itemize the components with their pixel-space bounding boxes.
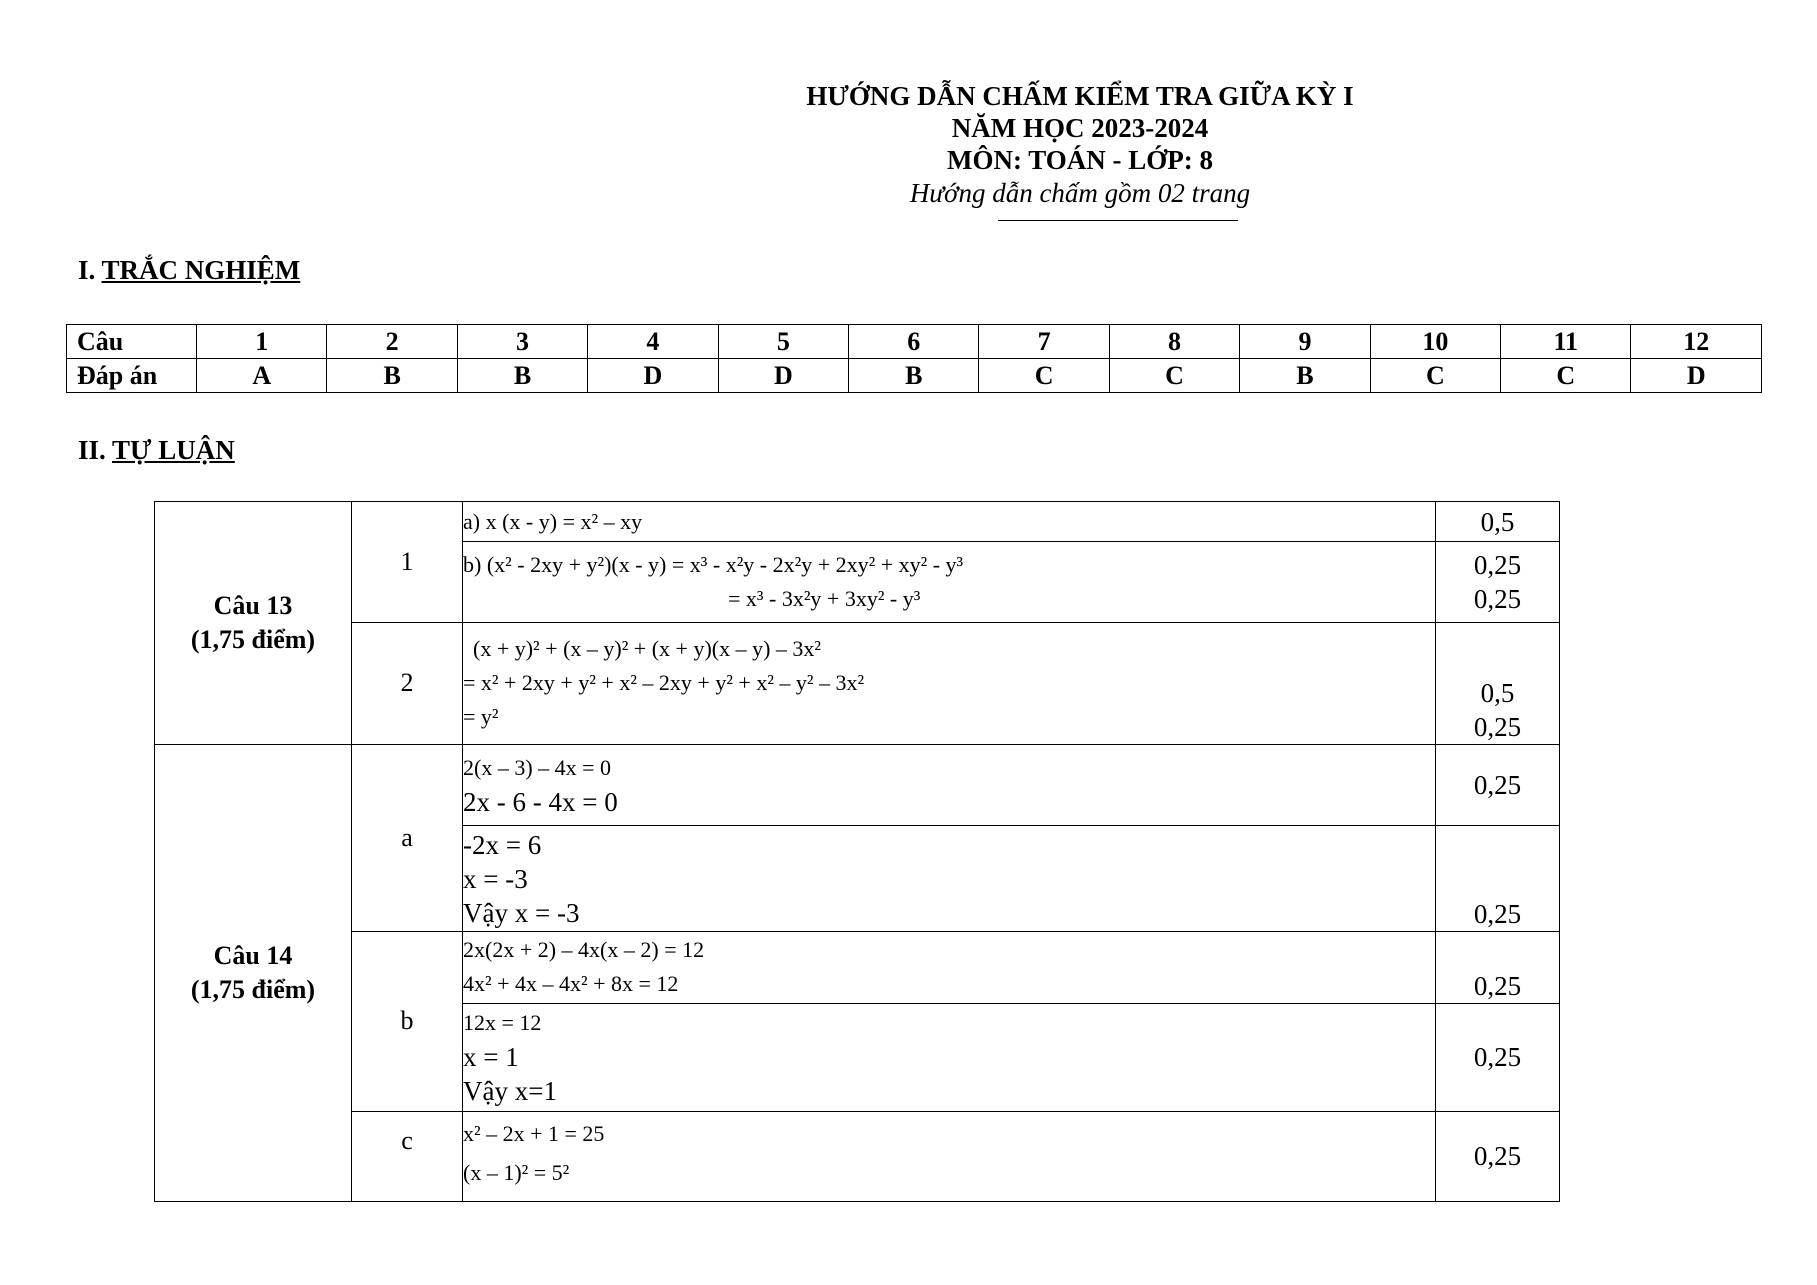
- header-subject: MÔN: TOÁN - LỚP: 8: [947, 145, 1213, 175]
- question-number: 4: [588, 325, 718, 359]
- score-value: 0,25: [1473, 1042, 1522, 1073]
- solution-cell: [463, 745, 1436, 826]
- solution-line: = x³ - 3x²y + 3xy² - y³: [728, 585, 921, 611]
- part-a-label: a: [352, 745, 463, 932]
- question-number: 9: [1240, 325, 1370, 359]
- solution-cell: [463, 826, 1436, 931]
- score-value: 0,25: [1473, 971, 1522, 1002]
- score-cell: [1436, 745, 1560, 826]
- solution-line: = y²: [463, 704, 499, 730]
- solution-line: b) (x² - 2xy + y²)(x - y) = x³ - x²y - 2x²y + 2xy² + xy² - y³: [463, 551, 964, 577]
- answer-key: C: [1109, 359, 1239, 393]
- question-14-points: (1,75 điểm): [190, 975, 316, 1005]
- question-number: 12: [1631, 325, 1762, 359]
- question-number: 7: [979, 325, 1109, 359]
- question-number: 8: [1109, 325, 1239, 359]
- answer-key: C: [1501, 359, 1631, 393]
- part-b-label: b: [352, 931, 463, 1111]
- table-row: [155, 931, 1560, 1003]
- table-row: [155, 745, 1560, 826]
- question-number: 3: [457, 325, 587, 359]
- table-row: [155, 622, 1560, 745]
- score-value: 0,25: [1473, 549, 1522, 580]
- answer-key: B: [457, 359, 587, 393]
- solution-line: a) x (x - y) = x² – xy: [463, 508, 643, 534]
- solution-line: 12x = 12: [463, 1010, 542, 1036]
- score-value: 0,25: [1473, 712, 1522, 743]
- score-value: 0,25: [1473, 770, 1522, 801]
- solution-line: (x – 1)² = 5²: [463, 1160, 570, 1186]
- solution-line: 2(x – 3) – 4x = 0: [463, 755, 612, 781]
- part-c-label: c: [352, 1111, 463, 1201]
- question-number-row: [67, 325, 1762, 359]
- question-13-cell: [155, 502, 352, 745]
- header-underline: [998, 220, 1238, 221]
- score-value: 0,5: [1480, 506, 1515, 537]
- score-cell: [1436, 931, 1560, 1003]
- answer-key: B: [1240, 359, 1370, 393]
- header-title: HƯỚNG DẪN CHẤM KIỂM TRA GIỮA KỲ I: [806, 81, 1354, 111]
- solution-line: x = 1: [463, 1042, 519, 1073]
- question-14-cell: [155, 745, 352, 1202]
- section-essay-title: [78, 435, 235, 466]
- score-cell: [1436, 826, 1560, 931]
- score-cell: [1436, 502, 1560, 542]
- part-1-label: 1: [352, 502, 463, 623]
- row-label-question: Câu: [67, 325, 197, 359]
- question-14-title: Câu 14: [213, 941, 293, 971]
- question-number: 2: [327, 325, 457, 359]
- solution-cell: [463, 931, 1436, 1003]
- solution-cell: [463, 622, 1436, 745]
- section-multiple-choice-title: [78, 255, 300, 286]
- solution-cell: [463, 502, 1436, 542]
- question-number: 11: [1501, 325, 1631, 359]
- solution-line: x² – 2x + 1 = 25: [463, 1121, 605, 1147]
- solution-line: 2x(2x + 2) – 4x(x – 2) = 12: [463, 937, 705, 963]
- multiple-choice-answer-table: [66, 324, 1762, 393]
- question-number: 10: [1370, 325, 1500, 359]
- header-school-year: NĂM HỌC 2023-2024: [951, 113, 1209, 143]
- solution-line: -2x = 6: [463, 829, 542, 860]
- solution-line: (x + y)² + (x – y)² + (x + y)(x – y) – 3x²: [473, 636, 822, 662]
- header-page-note: Hướng dẫn chấm gồm 02 trang: [909, 178, 1251, 208]
- solution-cell: [463, 1111, 1436, 1201]
- answer-row: [67, 359, 1762, 393]
- table-row: [155, 1111, 1560, 1201]
- question-13-points: (1,75 điểm): [190, 625, 316, 655]
- solution-line: x = -3: [463, 863, 528, 894]
- score-value: 0,5: [1480, 678, 1515, 709]
- answer-key: A: [197, 359, 327, 393]
- answer-key: D: [1631, 359, 1762, 393]
- score-cell: [1436, 622, 1560, 745]
- question-number: 1: [197, 325, 327, 359]
- section-number: I.: [78, 255, 96, 285]
- answer-key: B: [327, 359, 457, 393]
- solution-cell: [463, 1004, 1436, 1111]
- answer-key: D: [718, 359, 848, 393]
- question-number: 6: [849, 325, 979, 359]
- section-number: II.: [78, 435, 106, 465]
- solution-line: 4x² + 4x – 4x² + 8x = 12: [463, 971, 679, 997]
- solution-line: = x² + 2xy + y² + x² – 2xy + y² + x² – y² – 3x²: [463, 670, 865, 696]
- answer-key: D: [588, 359, 718, 393]
- score-cell: [1436, 1004, 1560, 1111]
- score-cell: [1436, 542, 1560, 622]
- answer-key: C: [1370, 359, 1500, 393]
- question-number: 5: [718, 325, 848, 359]
- document-header: [780, 80, 1380, 210]
- section-name: TRẮC NGHIỆM: [101, 255, 301, 285]
- part-2-label: 2: [352, 622, 463, 745]
- solution-line: 2x - 6 - 4x = 0: [463, 787, 618, 818]
- table-row: [155, 502, 1560, 542]
- solution-cell: [463, 542, 1436, 622]
- answer-key: B: [849, 359, 979, 393]
- question-13-title: Câu 13: [213, 591, 293, 621]
- score-value: 0,25: [1473, 1141, 1522, 1172]
- section-name: TỰ LUẬN: [112, 435, 235, 465]
- row-label-answer: Đáp án: [67, 359, 197, 393]
- solution-line: Vậy x=1: [463, 1076, 557, 1107]
- score-value: 0,25: [1473, 898, 1522, 929]
- score-value: 0,25: [1473, 583, 1522, 614]
- score-cell: [1436, 1111, 1560, 1201]
- answer-key: C: [979, 359, 1109, 393]
- solution-line: Vậy x = -3: [463, 897, 580, 928]
- essay-grading-table: [154, 501, 1560, 1202]
